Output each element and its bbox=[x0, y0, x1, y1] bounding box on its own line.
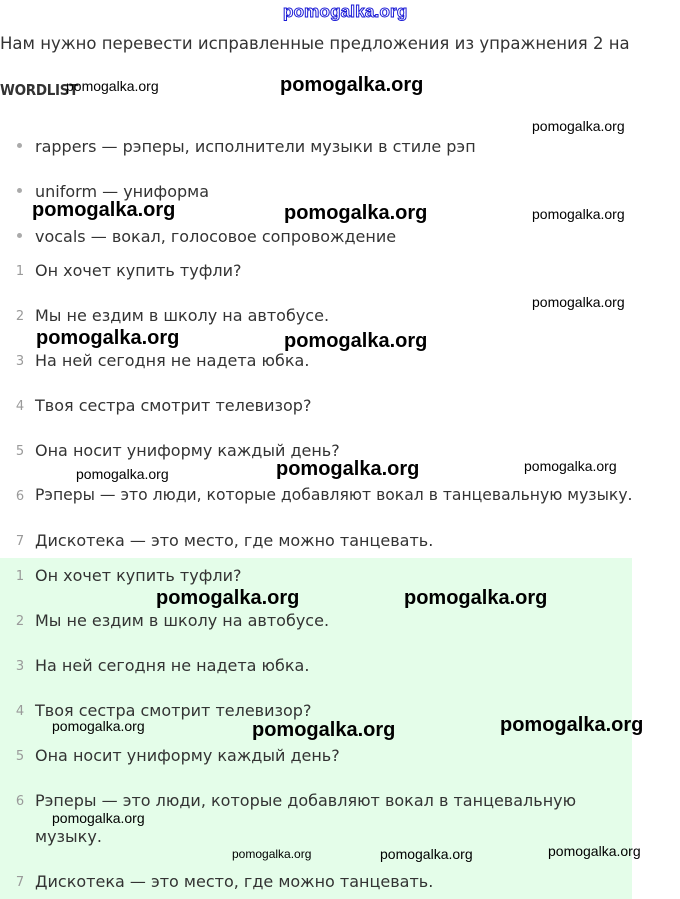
list-number: 4 bbox=[15, 399, 25, 414]
watermark: pomogalka.org bbox=[532, 118, 625, 134]
watermark: pomogalka.org bbox=[52, 718, 145, 734]
watermark: pomogalka.org bbox=[380, 846, 473, 862]
sentence: Он хочет купить туфли? bbox=[35, 261, 242, 280]
wordlist-item-text: rappers — рэперы, исполнители музыки в стиле рэп bbox=[35, 137, 476, 156]
sentence: Твоя сестра смотрит телевизор? bbox=[35, 701, 312, 720]
intro-text: Нам нужно перевести исправленные предложения из упражнения 2 на bbox=[0, 34, 630, 53]
sentence: Дискотека — это место, где можно танцевать. bbox=[35, 531, 434, 550]
watermark: pomogalka.org bbox=[284, 202, 428, 224]
watermark: pomogalka.org bbox=[66, 78, 159, 94]
wordlist-heading: WORDLIST bbox=[0, 81, 79, 99]
watermark: pomogalka.org bbox=[36, 327, 180, 349]
wordlist-item bbox=[17, 137, 476, 156]
wordlist-item-text: vocals — вокал, голосовое сопровождение bbox=[35, 227, 397, 246]
watermark: pomogalka.org bbox=[252, 719, 396, 741]
list-number: 6 bbox=[15, 794, 25, 809]
watermark: pomogalka.org bbox=[32, 199, 176, 221]
sentence: На ней сегодня не надета юбка. bbox=[35, 351, 310, 370]
sentence: Он хочет купить туфли? bbox=[35, 566, 242, 585]
wordlist-item bbox=[17, 227, 396, 246]
watermark: pomogalka.org bbox=[76, 466, 169, 482]
list-number: 7 bbox=[15, 534, 25, 549]
watermark: pomogalka.org bbox=[532, 206, 625, 222]
watermark: pomogalka.org bbox=[276, 458, 420, 480]
watermark: pomogalka.org bbox=[232, 847, 312, 861]
sentence: Она носит униформу каждый день? bbox=[35, 746, 340, 765]
watermark: pomogalka.org bbox=[280, 74, 424, 96]
list-number: 1 bbox=[15, 569, 25, 584]
sentence: Мы не ездим в школу на автобусе. bbox=[35, 306, 330, 325]
watermark: pomogalka.org bbox=[500, 714, 644, 736]
watermark: pomogalka.org bbox=[156, 587, 300, 609]
sentence: На ней сегодня не надета юбка. bbox=[35, 656, 310, 675]
watermark: pomogalka.org bbox=[284, 330, 428, 352]
list-number: 3 bbox=[15, 659, 25, 674]
site-logo-text: pomogalka.org bbox=[283, 2, 408, 21]
list-number: 2 bbox=[15, 614, 25, 629]
watermark: pomogalka.org bbox=[524, 458, 617, 474]
watermark: pomogalka.org bbox=[52, 810, 145, 826]
sentence: Она носит униформу каждый день? bbox=[35, 441, 340, 460]
list-number: 7 bbox=[15, 875, 25, 890]
bullet-dot-icon bbox=[17, 233, 22, 238]
sentence: Рэперы — это люди, которые добавляют вокал в танцевальную bbox=[35, 791, 577, 810]
list-number: 6 bbox=[15, 489, 25, 504]
sentence: Мы не ездим в школу на автобусе. bbox=[35, 611, 330, 630]
list-number: 5 bbox=[15, 444, 25, 459]
sentence: Дискотека — это место, где можно танцевать. bbox=[35, 872, 434, 891]
list-number: 3 bbox=[15, 354, 25, 369]
sentence: Твоя сестра смотрит телевизор? bbox=[35, 396, 312, 415]
list-number: 2 bbox=[15, 309, 25, 324]
sentence-continuation: музыку. bbox=[35, 827, 102, 846]
bullet-dot-icon bbox=[17, 143, 22, 148]
list-number: 1 bbox=[15, 264, 25, 279]
bullet-dot-icon bbox=[17, 188, 22, 193]
list-number: 4 bbox=[15, 704, 25, 719]
watermark: pomogalka.org bbox=[404, 587, 548, 609]
watermark: pomogalka.org bbox=[548, 843, 641, 859]
list-number: 5 bbox=[15, 749, 25, 764]
wordlist-item-text: uniform — униформа bbox=[35, 182, 210, 201]
sentence: Рэперы — это люди, которые добавляют вокал в танцевальную музыку. bbox=[35, 486, 633, 504]
watermark: pomogalka.org bbox=[532, 294, 625, 310]
